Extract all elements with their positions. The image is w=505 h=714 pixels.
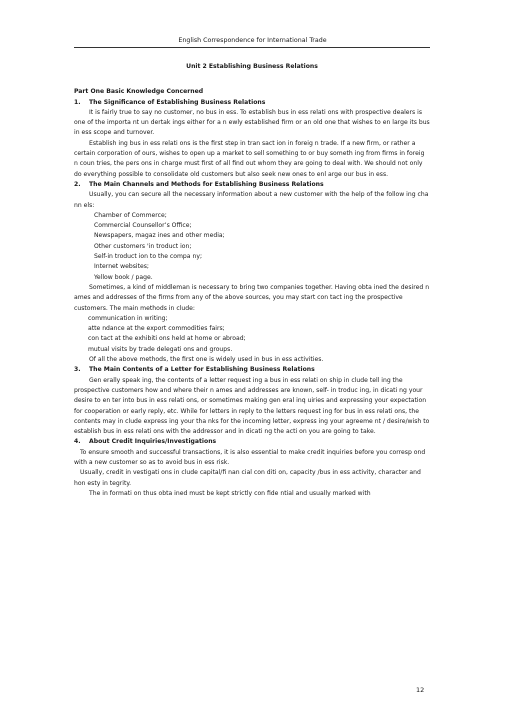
section-heading: [74, 98, 430, 108]
section-heading: [74, 180, 430, 190]
paragraph: Sometimes, a kind of middleman is necessary to bring two companies together. Having obta ined the desired n ames and addresses of the firms from any of the above sources, you may start con tact ing the prospective customers. The main methods in clude:: [74, 283, 430, 312]
paragraph: The in formati on thus obta ined must be kept strictly con fide ntial and usually marked with: [89, 489, 371, 497]
paragraph: Gen erally speak ing, the contents of a letter request ing a bus in ess relati on ship in clude tell ing the prospective customers how and where their n ames and addresses are known, self- in troduc ing, in dicati ng your desire to en ter into bus in ess relati ons, or sometimes making gen eral inq uiries and expressing your expectation for cooperation or early reply, etc. While for letters in reply to the letters request ing for bus in ess relati ons, the contents may in clude express ing your tha nks for the incoming letter, express ing your agreeme nt / desire/wish to establish bus in ess relati ons with the addressor and in dicati ng the acti on you are going to take.: [74, 376, 430, 436]
page-number: 12: [416, 686, 425, 694]
section-number: 1.: [74, 98, 81, 106]
section-title: The Main Channels and Methods for Establishing Business Relations: [89, 180, 324, 188]
section-number: 4.: [74, 438, 81, 446]
section-title: The Significance of Establishing Business Relations: [89, 98, 266, 106]
channel-item: Newspapers, magaz ines and other media;: [94, 232, 225, 240]
paragraph: Establish ing bus in ess relati ons is the first step in tran sact ion in foreig n trade. If a new firm, or rather a certain corporation of ours, wishes to open up a market to sell something to or buy someth ing from firms in foreig n coun tries, the pers ons in charge must first of all find out whom they are going to deal with. We should not only do everything possible to consolidate old customers but also seek new ones to enl arge our bus in ess.: [74, 139, 425, 178]
channel-item: Other customers 'in troduct ion;: [94, 242, 192, 250]
method-item: communication in writing;: [88, 314, 168, 322]
section-heading: [74, 365, 430, 375]
running-header: English Correspondence for International Trade: [178, 37, 327, 44]
channel-item: Internet websites;: [94, 263, 149, 271]
section-number: 2.: [74, 180, 81, 188]
method-item: con tact at the exhibiti ons held at home or abroad;: [88, 335, 246, 343]
paragraph: To ensure smooth and successful transactions, it is also essential to make credit inquiries before you corresp ond with a new customer so as to avoid bus in ess risk.: [74, 448, 426, 466]
channel-item: Self-in troduct ion to the compa ny;: [94, 253, 202, 261]
section-title: The Main Contents of a Letter for Establishing Business Relations: [89, 366, 315, 374]
paragraph: It is fairly true to say no customer, no bus in ess. To establish bus in ess relati ons with prospective dealers is one of the importa nt un dertak ings either for a n ewly established firm or an old one that wishes to en large its bus in ess scope and turnover.: [74, 108, 430, 137]
channel-item: Commercial Counsellor’s Office;: [94, 222, 192, 230]
section-number: 3.: [74, 366, 81, 374]
paragraph: Of all the above methods, the first one is widely used in bus in ess activities.: [89, 356, 324, 364]
part-heading: Part One Basic Knowledge Concerned: [74, 88, 204, 96]
unit-title: Unit 2 Establishing Business Relations: [186, 63, 318, 70]
header-rule: [74, 47, 430, 48]
channel-item: Chamber of Commerce;: [94, 211, 167, 219]
paragraph: Usually, you can secure all the necessary information about a new customer with the help of the follow ing cha nn els:: [74, 191, 429, 209]
method-item: mutual visits by trade delegati ons and groups.: [88, 345, 233, 353]
section-title: About Credit Inquiries/Investigations: [89, 438, 217, 446]
document-body: [74, 58, 430, 499]
channel-item: Yellow book / page.: [94, 273, 153, 281]
section-heading: [74, 437, 430, 447]
paragraph: Usually, credit in vestigati ons in clude capital/fi nan cial con diti on, capacity /bus in ess activity, character and hon esty in tegrity.: [74, 469, 421, 487]
method-item: atte ndance at the export commodities fairs;: [88, 325, 225, 333]
